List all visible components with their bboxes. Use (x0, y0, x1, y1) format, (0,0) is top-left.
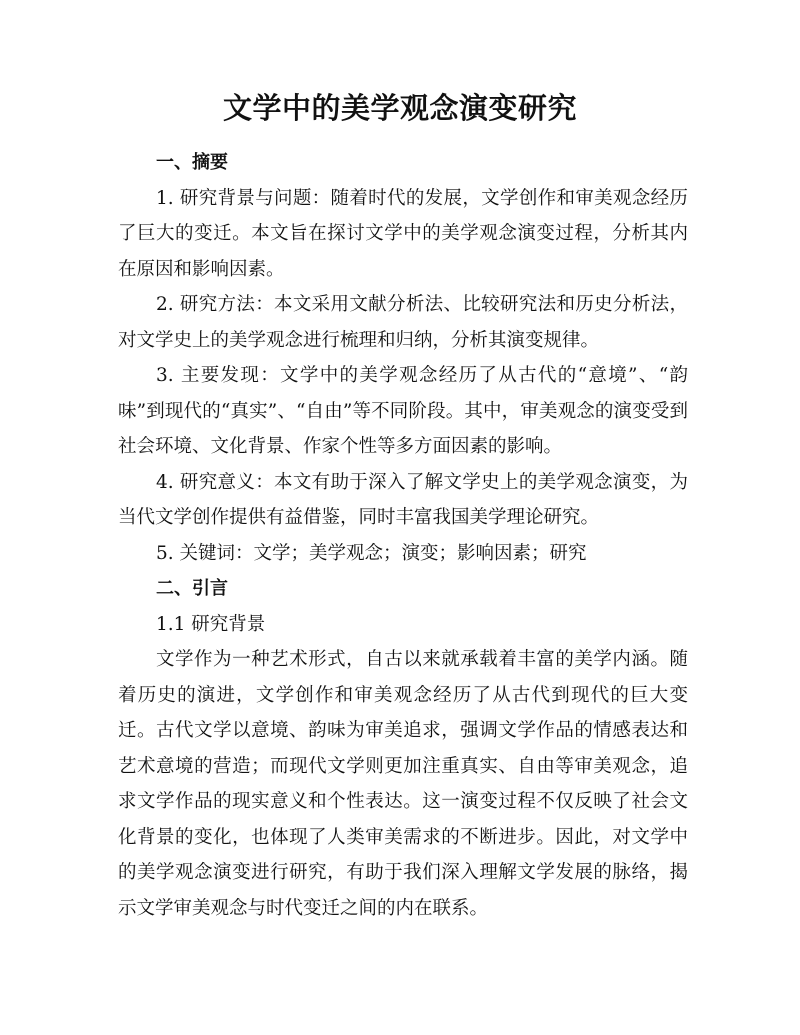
section-heading-introduction: 二、引言 (156, 578, 228, 599)
section-heading-abstract: 一、摘要 (156, 152, 228, 173)
subsection-heading-background: 1.1 研究背景 (156, 613, 266, 635)
abstract-item-keywords: 5. 关键词：文学；美学观念；演变；影响因素；研究 (156, 542, 587, 564)
abstract-item-significance: 4. 研究意义：本文有助于深入了解文学史上的美学观念演变，为当代文学创作提供有益借鉴，同时丰富我国美学理论研究。 (118, 471, 688, 528)
abstract-item-findings: 3. 主要发现：文学中的美学观念经历了从古代的“意境”、“韵味”到现代的“真实”、“自由”等不同阶段。其中，审美观念的演变受到社会环境、文化背景、作家个性等多方面因素的影响。 (118, 365, 688, 457)
document-body (118, 145, 688, 926)
abstract-item-background: 1. 研究背景与问题：随着时代的发展，文学创作和审美观念经历了巨大的变迁。本文旨在探讨文学中的美学观念演变过程，分析其内在原因和影响因素。 (118, 187, 688, 280)
introduction-paragraph: 文学作为一种艺术形式，自古以来就承载着丰富的美学内涵。随着历史的演进，文学创作和审美观念经历了从古代到现代的巨大变迁。古代文学以意境、韵味为审美追求，强调文学作品的情感表达和艺术意境的营造；而现代文学则更加注重真实、自由等审美观念，追求文学作品的现实意义和个性表达。这一演变过程不仅反映了社会文化背景的变化，也体现了人类审美需求的不断进步。因此，对文学中的美学观念演变进行研究，有助于我们深入理解文学发展的脉络，揭示文学审美观念与时代变迁之间的内在联系。 (118, 649, 688, 919)
abstract-item-methods: 2. 研究方法：本文采用文献分析法、比较研究法和历史分析法，对文学史上的美学观念进行梳理和归纳，分析其演变规律。 (118, 294, 688, 351)
document-title: 文学中的美学观念演变研究 (222, 91, 577, 125)
